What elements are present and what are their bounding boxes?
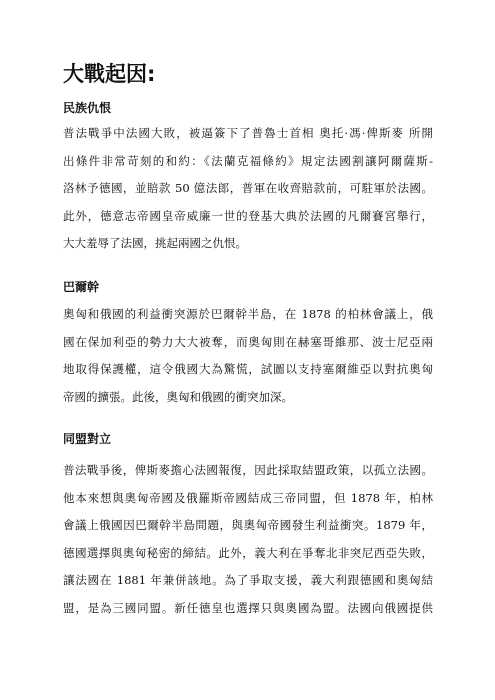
text-line: 洛林予德國，並賠款 50 億法郎，普軍在收齊賠款前，可駐軍於法國。 [63,181,433,195]
text-line: 國在保加利亞的勢力大大被奪，而奧匈則在赫塞哥維那、波士尼亞兩 [63,334,433,349]
section-heading-balkans: 巴爾幹 [63,280,100,294]
text-line: 盟，是為三國同盟。新任德皇也選擇只與奧國為盟。法國向俄國提供 [63,600,433,615]
text-line: 大大羞辱了法國，挑起兩國之仇恨。 [63,236,247,250]
text-line: 出條件非常苛刻的和約：《法蘭克福條約》規定法國割讓阿爾薩斯- [63,153,433,168]
text-line: 普法戰爭中法國大敗，被逼簽下了普魯士首相 奧托·馮·俾斯麥 所開 [63,126,433,140]
text-line: 德國選擇與奧匈秘密的締結。此外，義大利在爭奪北非突尼西亞失敗， [63,545,433,560]
section-heading-alliances: 同盟對立 [63,432,112,446]
text-line: 此外，德意志帝國皇帝威廉一世的登基大典於法國的凡爾賽宮舉行， [63,208,433,223]
text-line: 讓法國在 1881 年兼併該地。為了爭取支援，義大利跟德國和奧匈結 [63,573,433,587]
text-line: 會議上俄國因巴爾幹半島問題，與奧匈帝國發生利益衝突。1879 年， [63,518,433,532]
text-line: 普法戰爭後，俾斯麥擔心法國報復，因此採取結盟政策，以孤立法國。 [63,463,433,477]
text-line: 他本來想與奧匈帝國及俄羅斯帝國結成三帝同盟，但 1878 年，柏林 [63,490,433,505]
text-line: 地取得保護權，這令俄國大為驚慌，試圖以支持塞爾維亞以對抗奧匈 [63,362,433,376]
section-heading-ethnic-hatred: 民族仇恨 [63,101,112,115]
section-body-balkans [63,301,433,411]
text-line: 帝國的擴張。此後，奧匈和俄國的衝突加深。 [63,389,293,404]
text-line: 奧匈和俄國的利益衝突源於巴爾幹半島，在 1878 的柏林會議上，俄 [63,307,433,321]
section-body-ethnic-hatred [63,120,433,258]
section-body-alliances [63,457,433,622]
document-title: 大戰起因: [63,62,156,86]
